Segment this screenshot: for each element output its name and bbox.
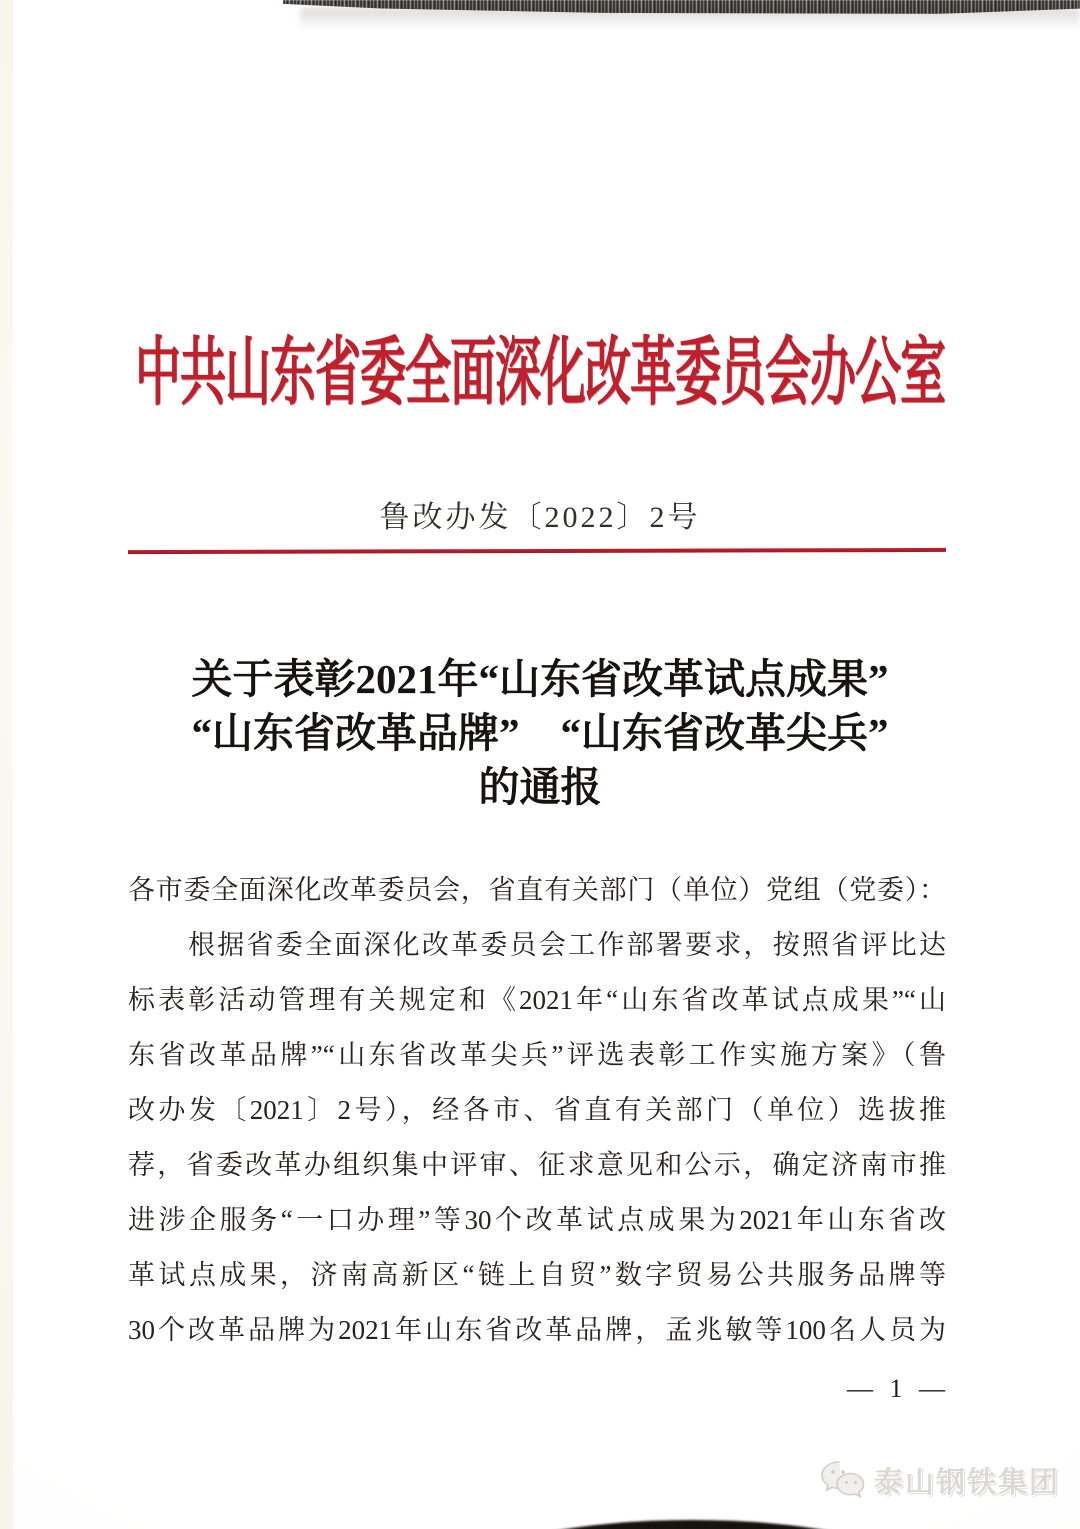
body-line: 改办发〔2021〕2号），经各市、省直有关部门（单位）选拔推: [128, 1095, 946, 1125]
body-line: 荐，省委改革办组织集中评审、征求意见和公示，确定济南市推: [128, 1150, 946, 1180]
body-line: 革试点成果，济南高新区“链上自贸”数字贸易公共服务品牌等: [128, 1260, 946, 1290]
wechat-icon: [819, 1459, 867, 1501]
watermark: [819, 1459, 1060, 1501]
title-line-1: 关于表彰2021年“山东省改革试点成果”: [191, 656, 889, 702]
body-line: 标表彰活动管理有关规定和《2021年“山东省改革试点成果”“山: [128, 985, 946, 1015]
title-line-3: 的通报: [478, 764, 602, 810]
title-line-2: “山东省改革品牌” “山东省改革尖兵”: [191, 710, 889, 756]
body-line: 根据省委全面深化改革委员会工作部署要求，按照省评比达: [188, 930, 946, 960]
body-line: 进涉企服务“一口办理”等30个改革试点成果为2021年山东省改: [128, 1205, 946, 1235]
body-text: [128, 863, 946, 1358]
page-number: — 1 —: [847, 1374, 950, 1403]
watermark-label: 泰山钢铁集团: [873, 1466, 1060, 1499]
issuing-office-title: 中共山东省委全面深化改革委员会办公室: [135, 331, 945, 414]
scan-artifact-bottom: [488, 1520, 896, 1529]
body-line: 各市委全面深化改革委员会，省直有关部门（单位）党组（党委）：: [128, 875, 946, 905]
document-number: 鲁改办发〔2022〕2号: [379, 501, 701, 534]
body-line: 30个改革品牌为2021年山东省改革品牌，孟兆敏等100名人员为: [128, 1315, 946, 1345]
body-line: 东省改革品牌”“山东省改革尖兵”评选表彰工作实施方案》（鲁: [128, 1040, 946, 1070]
red-divider-line: [128, 548, 946, 554]
document-title: [0, 652, 1080, 814]
